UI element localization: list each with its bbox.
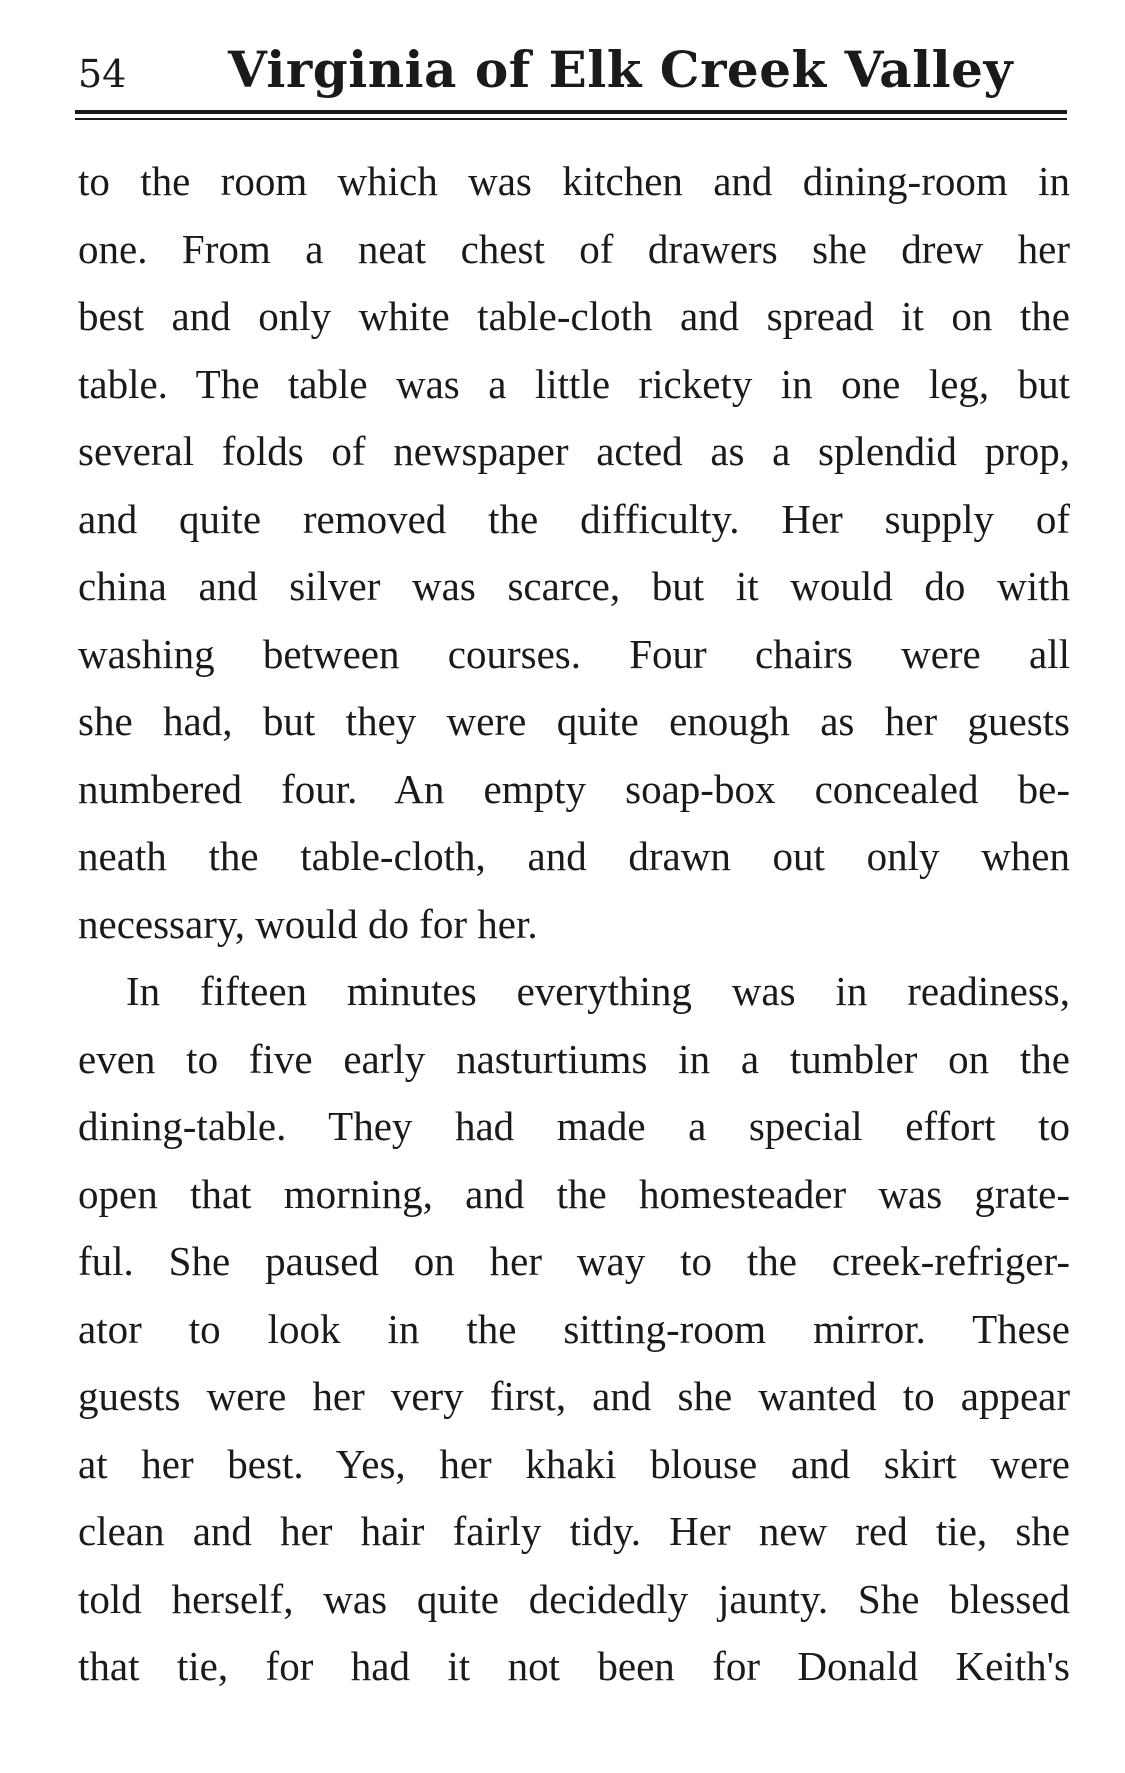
- text-line: told herself, was quite decidedly jaunty. She blessed: [78, 1575, 1070, 1622]
- text-line: ful. She paused on her way to the creek-refriger-: [78, 1238, 1070, 1284]
- text-line: china and silver was scarce, but it would do with: [78, 563, 1070, 609]
- text-line: open that morning, and the homesteader was grate-: [78, 1170, 1070, 1217]
- text-line: washing between courses. Four chairs were all: [78, 630, 1070, 677]
- text-line: one. From a neat chest of drawers she drew her: [78, 225, 1070, 272]
- text-line: that tie, for had it not been for Donald Keith's: [78, 1643, 1070, 1689]
- text-line: neath the table-cloth, and drawn out only when: [78, 833, 1070, 879]
- text-line: several folds of newspaper acted as a splendid prop,: [78, 428, 1070, 474]
- text-line: and quite removed the difficulty. Her supply of: [78, 495, 1070, 542]
- text-line: she had, but they were quite enough as her guests: [78, 698, 1070, 744]
- body-text: [78, 148, 1070, 1701]
- paragraph-end-line: necessary, would do for her.: [78, 900, 538, 947]
- text-line: guests were her very first, and she wanted to appear: [78, 1373, 1070, 1419]
- page-number: 54: [78, 52, 127, 96]
- text-line: ator to look in the sitting-room mirror. These: [78, 1305, 1070, 1352]
- text-line: best and only white table-cloth and spread it on the: [78, 293, 1070, 339]
- text-line: numbered four. An empty soap-box concealed be-: [78, 765, 1070, 812]
- text-line: table. The table was a little rickety in one leg, but: [78, 360, 1070, 407]
- text-line: even to five early nasturtiums in a tumbler on the: [78, 1035, 1070, 1082]
- text-line: at her best. Yes, her khaki blouse and skirt were: [78, 1440, 1070, 1487]
- running-head: [78, 38, 1068, 110]
- header-rule-thick: [75, 110, 1067, 114]
- text-line: to the room which was kitchen and dining-room in: [78, 158, 1070, 204]
- paragraph-start-line: In fifteen minutes everything was in readiness,: [126, 968, 1070, 1014]
- text-line: clean and her hair fairly tidy. Her new red tie, she: [78, 1508, 1070, 1554]
- header-rule-thin: [75, 118, 1067, 120]
- book-title: Virginia of Elk Creek Valley: [228, 40, 1014, 99]
- text-line: dining-table. They had made a special effort to: [78, 1103, 1070, 1149]
